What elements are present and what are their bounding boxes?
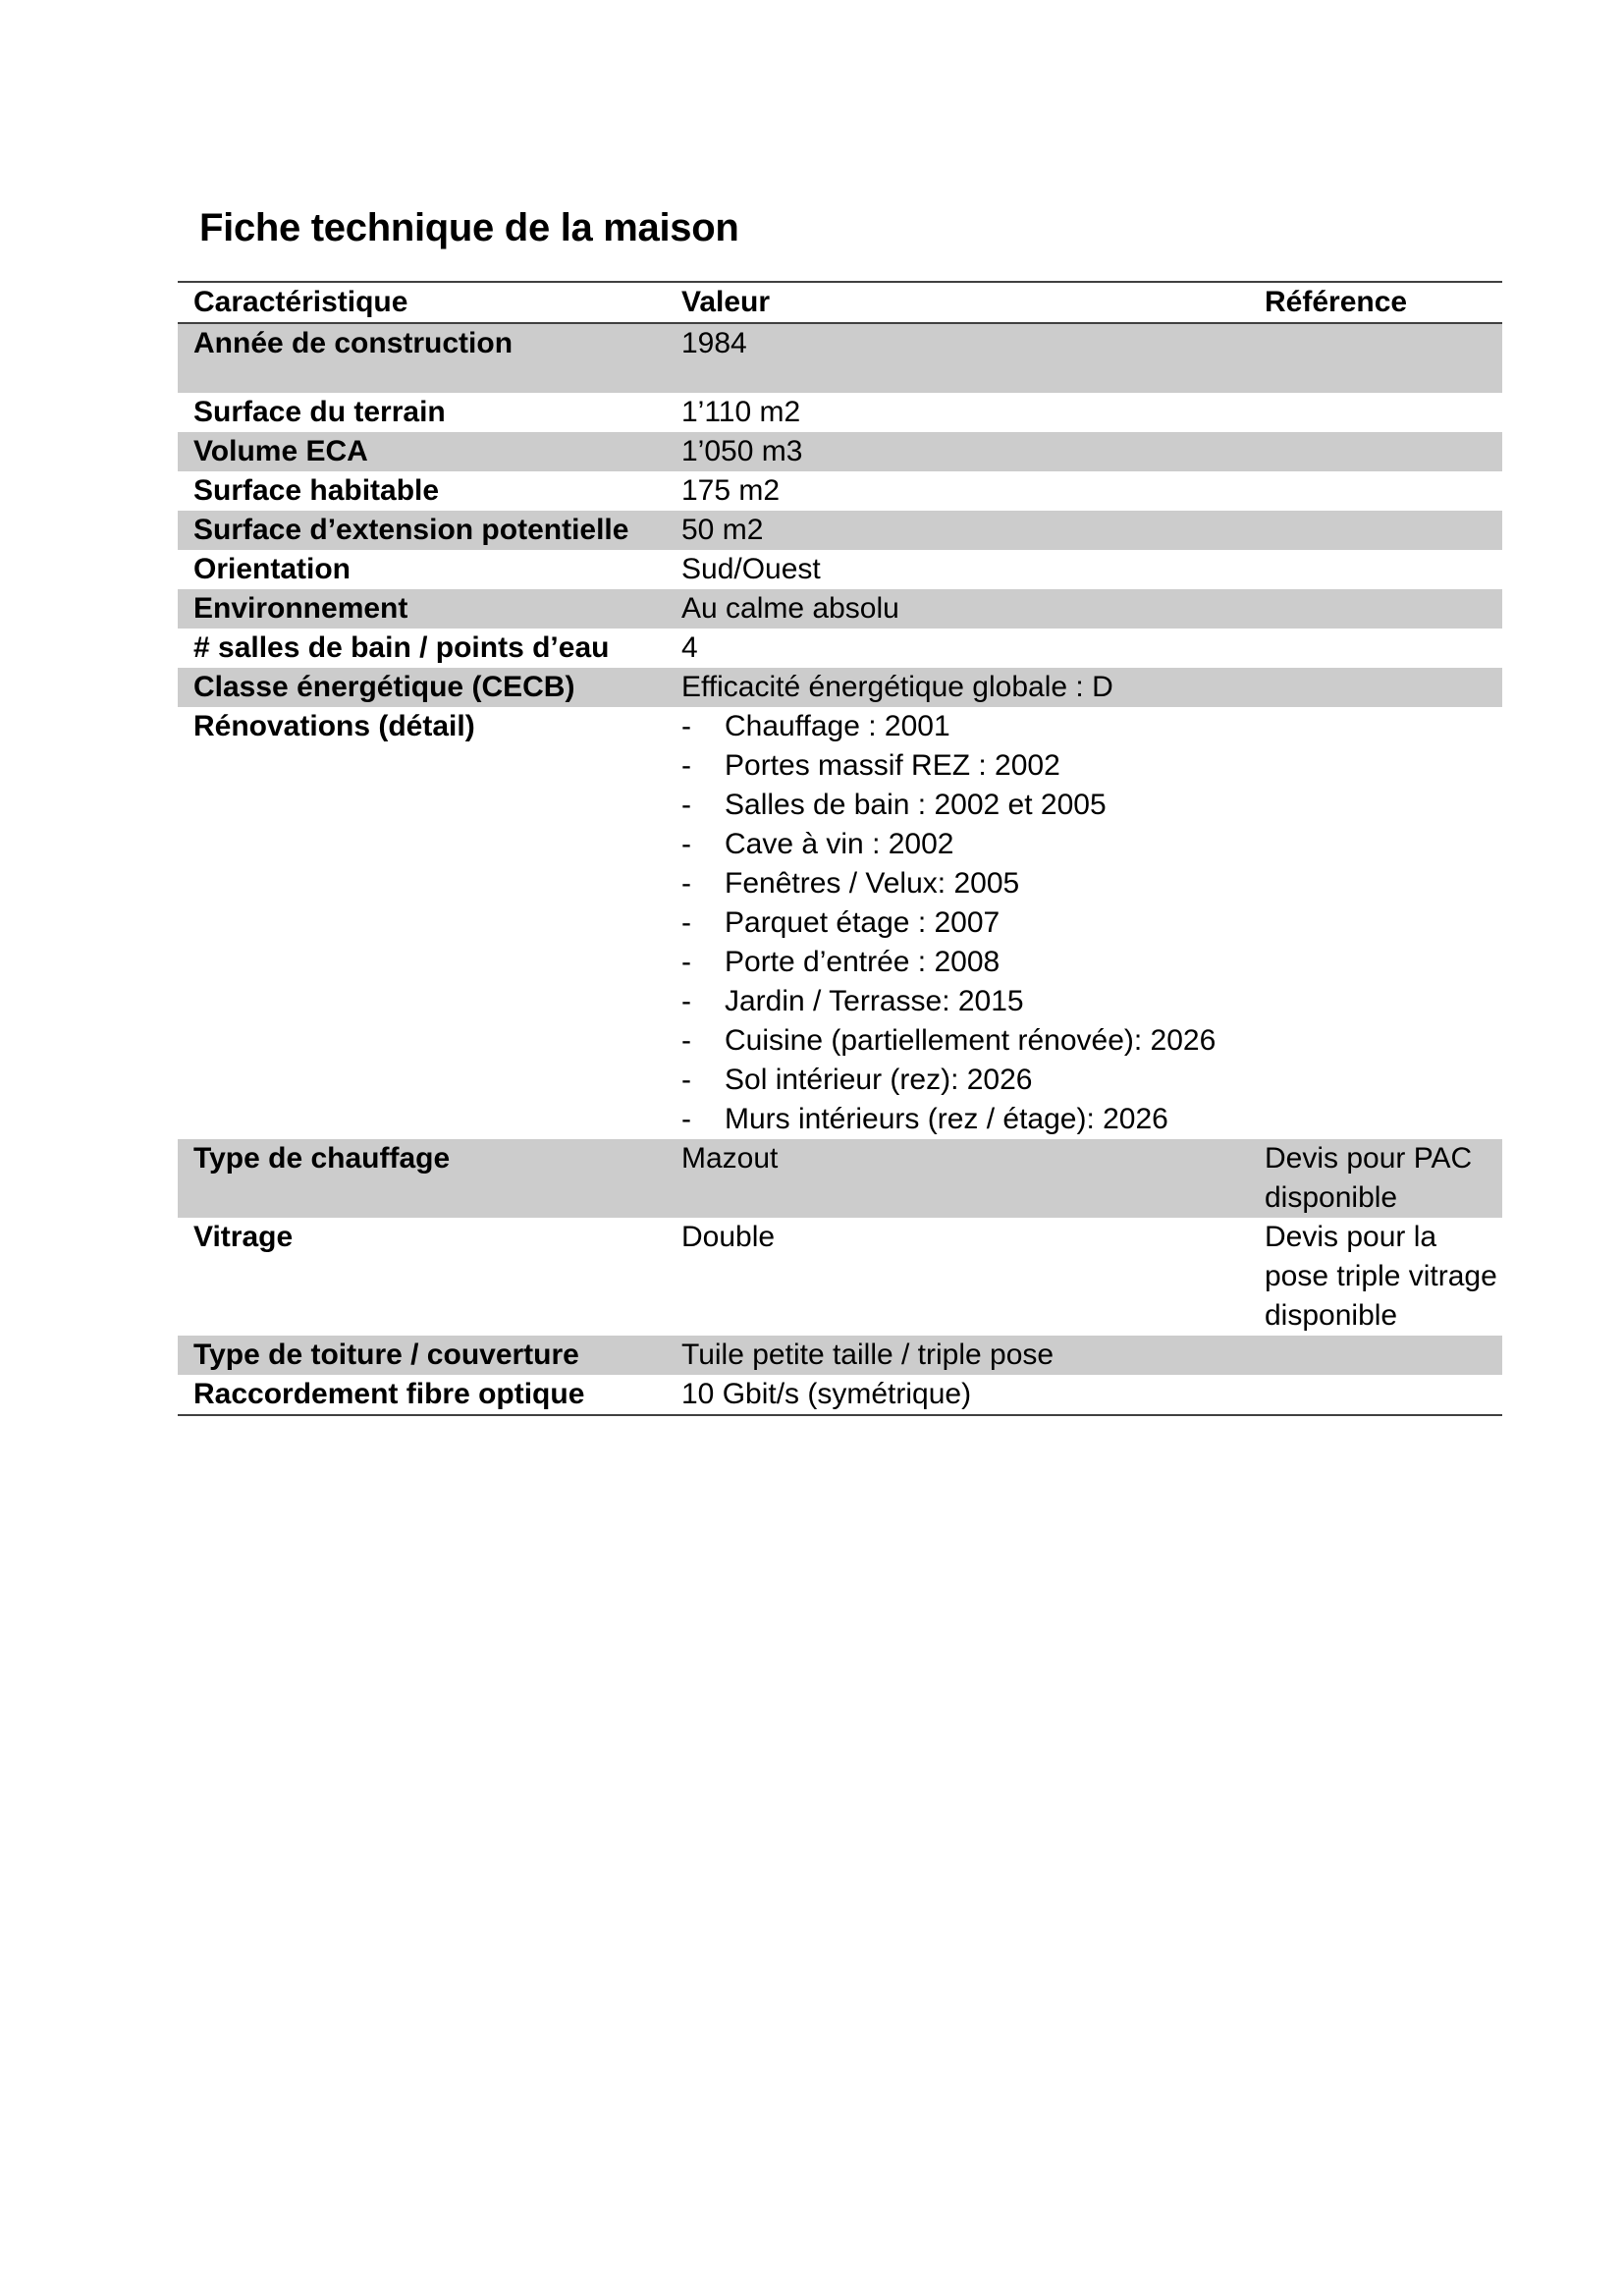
list-item-text: Porte d’entrée : 2008 bbox=[725, 946, 1001, 978]
row-value: 1984 bbox=[666, 323, 1249, 393]
table-row-energy-class bbox=[178, 668, 1502, 707]
bullet-dash: - bbox=[681, 867, 691, 900]
list-item bbox=[681, 1061, 1249, 1100]
list-item-text: Portes massif REZ : 2002 bbox=[725, 749, 1060, 782]
row-reference bbox=[1249, 589, 1502, 629]
list-item bbox=[681, 982, 1249, 1021]
row-reference bbox=[1249, 1375, 1502, 1415]
row-reference bbox=[1249, 471, 1502, 511]
renovation-list-cell bbox=[666, 707, 1249, 1139]
list-item bbox=[681, 1021, 1249, 1061]
row-reference bbox=[1249, 393, 1502, 432]
row-reference bbox=[1249, 668, 1502, 707]
row-value: 1’050 m3 bbox=[666, 432, 1249, 471]
list-item-text: Cave à vin : 2002 bbox=[725, 828, 954, 860]
row-value: Au calme absolu bbox=[666, 589, 1249, 629]
table-row-bathrooms bbox=[178, 629, 1502, 668]
row-value: 50 m2 bbox=[666, 511, 1249, 550]
page-title: Fiche technique de la maison bbox=[199, 206, 739, 249]
row-reference bbox=[1249, 707, 1502, 1139]
list-item bbox=[681, 1100, 1249, 1139]
list-item bbox=[681, 864, 1249, 903]
row-label: Volume ECA bbox=[178, 432, 666, 471]
table-header-row bbox=[178, 282, 1502, 323]
table-row-roofing bbox=[178, 1336, 1502, 1375]
header-reference: Référence bbox=[1249, 282, 1502, 323]
list-item bbox=[681, 707, 1249, 746]
row-value: Sud/Ouest bbox=[681, 553, 821, 585]
row-reference bbox=[1249, 1336, 1502, 1375]
row-label: Raccordement fibre optique bbox=[178, 1375, 666, 1415]
row-label: Type de toiture / couverture bbox=[178, 1336, 666, 1375]
row-value: 4 bbox=[681, 631, 698, 664]
row-value: Tuile petite taille / triple pose bbox=[666, 1336, 1249, 1375]
row-reference bbox=[1249, 550, 1502, 589]
renovation-list bbox=[681, 707, 1249, 1139]
table-row-living-area bbox=[178, 471, 1502, 511]
list-item-text: Chauffage : 2001 bbox=[725, 710, 950, 742]
list-item-text: Parquet étage : 2007 bbox=[725, 906, 1001, 939]
table-row-glazing bbox=[178, 1218, 1502, 1336]
row-label: Orientation bbox=[193, 553, 352, 585]
row-label: Rénovations (détail) bbox=[193, 710, 475, 742]
row-value: 175 m2 bbox=[681, 474, 781, 507]
list-item bbox=[681, 943, 1249, 982]
row-value: 10 Gbit/s (symétrique) bbox=[666, 1375, 1249, 1415]
spec-table bbox=[178, 281, 1502, 1416]
bullet-dash: - bbox=[681, 710, 691, 742]
list-item-text: Murs intérieurs (rez / étage): 2026 bbox=[725, 1103, 1168, 1135]
bullet-dash: - bbox=[681, 749, 691, 782]
table-row-renovations bbox=[178, 707, 1502, 1139]
row-label: Type de chauffage bbox=[178, 1139, 666, 1218]
list-item-text: Salles de bain : 2002 et 2005 bbox=[725, 789, 1107, 821]
header-value: Valeur bbox=[666, 282, 1249, 323]
table-row-eca-volume bbox=[178, 432, 1502, 471]
list-item-text: Sol intérieur (rez): 2026 bbox=[725, 1064, 1033, 1096]
row-label: Classe énergétique (CECB) bbox=[178, 668, 666, 707]
list-item bbox=[681, 786, 1249, 825]
table-row-orientation bbox=[178, 550, 1502, 589]
bullet-dash: - bbox=[681, 906, 691, 939]
bullet-dash: - bbox=[681, 789, 691, 821]
row-reference bbox=[1249, 323, 1502, 393]
row-label: Année de construction bbox=[178, 323, 666, 393]
row-label: Surface du terrain bbox=[193, 396, 446, 428]
bullet-dash: - bbox=[681, 1024, 691, 1057]
bullet-dash: - bbox=[681, 985, 691, 1017]
row-value: Mazout bbox=[666, 1139, 1249, 1218]
table-row-land-area bbox=[178, 393, 1502, 432]
row-reference: Devis pour la pose triple vitrage disponible bbox=[1265, 1221, 1497, 1332]
table-row-environment bbox=[178, 589, 1502, 629]
list-item-text: Jardin / Terrasse: 2015 bbox=[725, 985, 1024, 1017]
row-label: # salles de bain / points d’eau bbox=[193, 631, 610, 664]
row-value: Efficacité énergétique globale : D bbox=[666, 668, 1249, 707]
row-value: Double bbox=[681, 1221, 776, 1253]
row-label: Vitrage bbox=[193, 1221, 294, 1253]
row-reference: Devis pour PAC disponible bbox=[1249, 1139, 1502, 1218]
list-item-text: Fenêtres / Velux: 2005 bbox=[725, 867, 1020, 900]
list-item-text: Cuisine (partiellement rénovée): 2026 bbox=[725, 1024, 1217, 1057]
table-row-construction-year bbox=[178, 323, 1502, 393]
table-row-extension-area bbox=[178, 511, 1502, 550]
row-value: 1’110 m2 bbox=[681, 396, 801, 428]
list-item bbox=[681, 903, 1249, 943]
table-row-heating-type bbox=[178, 1139, 1502, 1218]
bullet-dash: - bbox=[681, 1103, 691, 1135]
bullet-dash: - bbox=[681, 828, 691, 860]
header-characteristic: Caractéristique bbox=[178, 282, 666, 323]
row-label: Surface d’extension potentielle bbox=[178, 511, 666, 550]
bullet-dash: - bbox=[681, 1064, 691, 1096]
list-item bbox=[681, 825, 1249, 864]
row-reference bbox=[1249, 432, 1502, 471]
row-reference bbox=[1249, 629, 1502, 668]
table-row-fiber-connection bbox=[178, 1375, 1502, 1415]
row-reference bbox=[1249, 511, 1502, 550]
row-label: Environnement bbox=[178, 589, 666, 629]
bullet-dash: - bbox=[681, 946, 691, 978]
list-item bbox=[681, 746, 1249, 786]
row-label: Surface habitable bbox=[193, 474, 440, 507]
